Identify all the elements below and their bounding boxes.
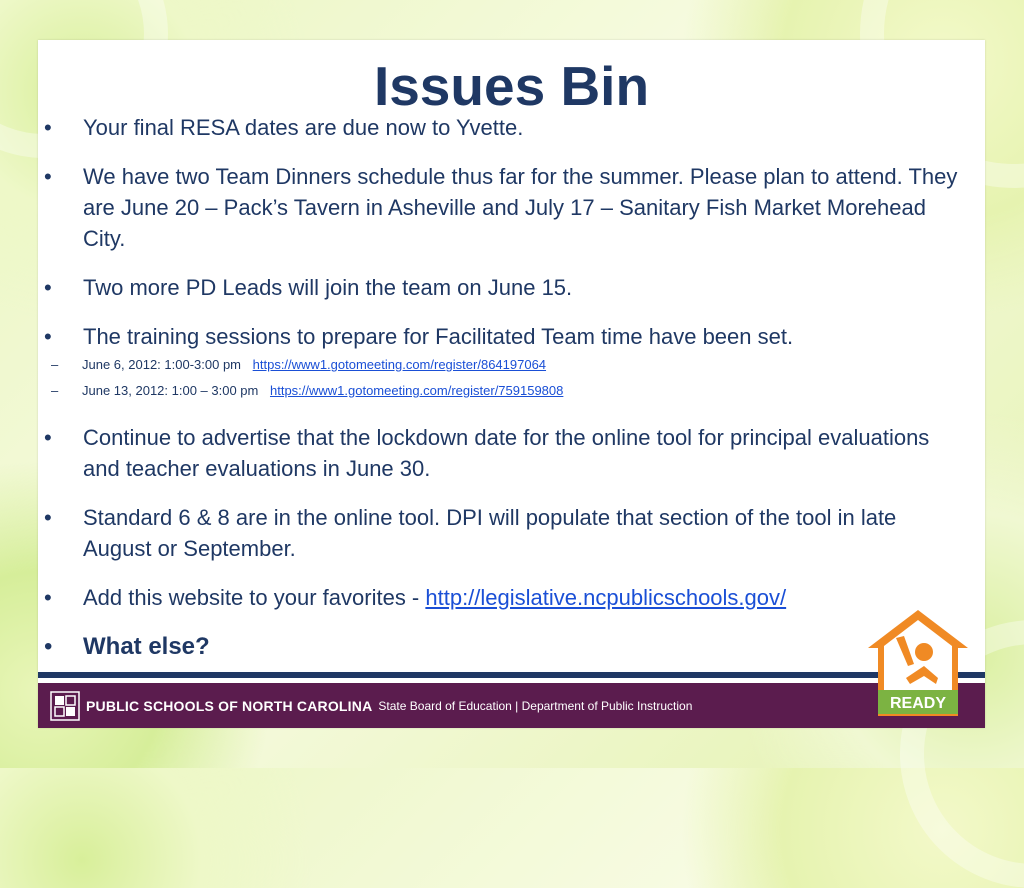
bullet-text: Continue to advertise that the lockdown date for the online tool for principal evaluations and teacher evaluations in June 30. — [83, 425, 930, 481]
session-date: June 6, 2012: 1:00-3:00 pm — [82, 357, 242, 372]
session-link[interactable]: https://www1.gotomeeting.com/register/759159808 — [269, 383, 564, 398]
bullet-item — [38, 161, 985, 254]
bullet-text: Your final RESA dates are due now to Yvette. — [83, 115, 524, 140]
footer-org-name: PUBLIC SCHOOLS OF NORTH CAROLINA — [86, 697, 373, 714]
bullet-list — [38, 112, 985, 680]
footer-divider — [38, 672, 985, 678]
bullet-marker: • — [44, 633, 53, 660]
bullet-marker: • — [44, 585, 52, 610]
slide — [38, 40, 985, 728]
bullet-item — [38, 422, 985, 484]
session-list — [51, 356, 969, 400]
dpi-logo-icon — [50, 691, 80, 721]
bullet-item — [38, 112, 985, 143]
bullet-item — [38, 582, 985, 613]
session-item — [38, 356, 969, 374]
bullet-marker: • — [44, 425, 52, 450]
bullet-marker: • — [44, 505, 52, 530]
bullet-marker: • — [44, 324, 52, 349]
ready-badge — [866, 608, 970, 718]
session-link[interactable]: https://www1.gotomeeting.com/register/864197064 — [252, 357, 547, 372]
bullet-text: We have two Team Dinners schedule thus far for the summer. Please plan to attend. They are June 20 – Pack’s Tavern in Asheville and July 17 – Sanitary Fish Market Morehead City. — [83, 164, 958, 251]
bullet-text: Two more PD Leads will join the team on June 15. — [83, 275, 573, 300]
session-date: June 13, 2012: 1:00 – 3:00 pm — [82, 383, 259, 398]
footer-sub-org: State Board of Education | Department of Public Instruction — [378, 698, 693, 713]
footer-bar — [38, 683, 985, 728]
bullet-text: Add this website to your favorites - — [83, 585, 426, 610]
closing-text: What else? — [83, 633, 210, 660]
bullet-text: The training sessions to prepare for Facilitated Team time have been set. — [83, 324, 794, 349]
website-link[interactable]: http://legislative.ncpublicschools.gov/ — [425, 585, 787, 610]
bullet-marker: • — [44, 115, 52, 140]
dash-marker: – — [51, 357, 59, 372]
bullet-text: Standard 6 & 8 are in the online tool. DPI will populate that section of the tool in late August or September. — [83, 505, 897, 561]
session-item — [38, 382, 969, 400]
bullet-marker: • — [44, 164, 52, 189]
slide-title: Issues Bin — [373, 55, 650, 117]
bullet-item — [38, 502, 985, 564]
person-head-icon — [915, 643, 933, 661]
bullet-item — [38, 631, 985, 662]
bullet-item — [38, 272, 985, 303]
ready-label: READY — [889, 695, 947, 712]
bullet-marker: • — [44, 275, 52, 300]
dash-marker: – — [51, 383, 59, 398]
bullet-item — [38, 321, 985, 400]
